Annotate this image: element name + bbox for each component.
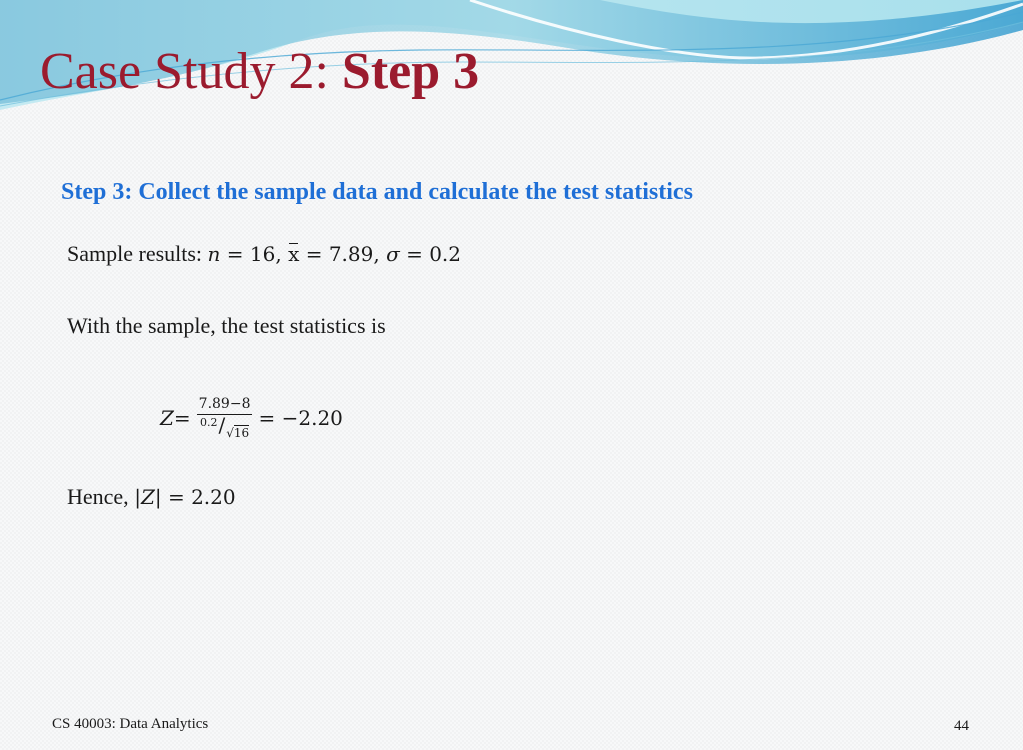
n-symbol: n <box>207 242 221 266</box>
conclusion-label: Hence, <box>67 484 135 509</box>
sqrt-radicand: 16 <box>233 426 250 440</box>
sqrt-sign: √ <box>226 426 234 440</box>
conclusion-variable: Z <box>140 485 155 509</box>
formula-result: = −2.20 <box>258 406 343 430</box>
z-formula <box>160 388 343 448</box>
sample-results-line <box>67 241 461 267</box>
sigma-symbol: σ <box>386 242 400 266</box>
denominator-slash: / <box>218 413 226 437</box>
formula-numerator: 7.89−8 <box>197 396 253 415</box>
formula-equals: = <box>173 406 191 430</box>
n-value: = 16, <box>220 242 289 266</box>
denominator-sqrt <box>226 426 249 440</box>
abs-left: | <box>134 485 141 509</box>
title-bold: Step 3 <box>341 43 480 100</box>
denominator-sigma: 0.2 <box>199 416 218 429</box>
step-heading: Step 3: Collect the sample data and calculate the test statistics <box>61 179 693 205</box>
title-normal: Case Study 2: <box>40 43 342 100</box>
conclusion-math <box>134 485 235 509</box>
page-number: 44 <box>954 718 969 734</box>
sigma-value: = 0.2 <box>399 242 462 266</box>
formula-fraction <box>197 396 253 440</box>
formula-lhs: Z <box>160 406 174 430</box>
statement-line: With the sample, the test statistics is <box>67 313 386 338</box>
sample-results-math <box>208 242 461 266</box>
xbar-symbol: x <box>288 242 300 266</box>
conclusion-value: = 2.20 <box>161 485 236 509</box>
xbar-value: = 7.89, <box>299 242 387 266</box>
conclusion-line <box>67 484 236 510</box>
sample-results-label: Sample results: <box>67 241 208 266</box>
formula-denominator <box>200 415 249 440</box>
slide-title <box>40 42 479 101</box>
abs-right: | <box>154 485 162 509</box>
footer-course: CS 40003: Data Analytics <box>52 716 209 732</box>
